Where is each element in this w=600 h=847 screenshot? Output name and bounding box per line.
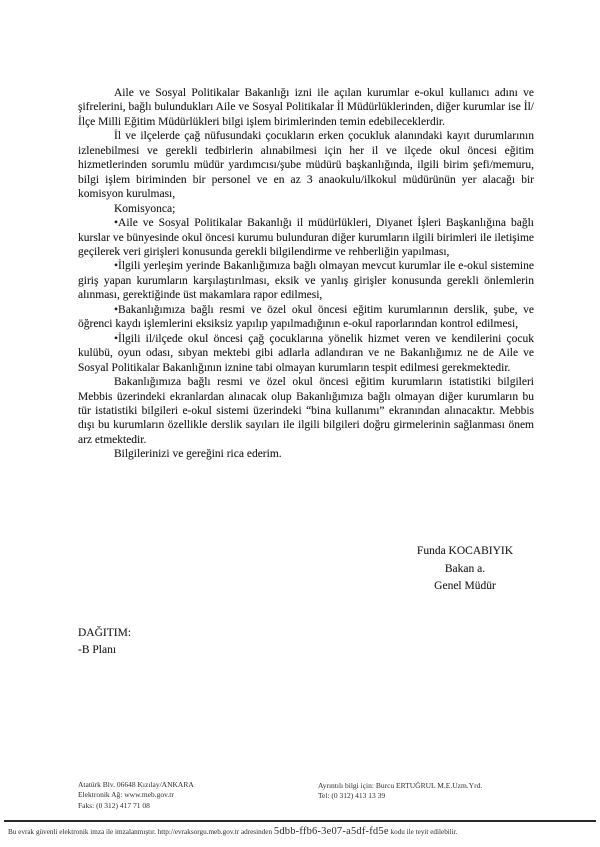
verification-suffix: kodu ile teyit edilebilir. (390, 828, 458, 836)
paragraph: •İlgili yerleşim yerinde Bakanlığımıza bağlı olmayan mevcut kurumlar ile e-okul sistemine giriş yapan kurumların karşılaştırılması, eksik ve yanlış girişler konusunda gerekli önlemlerin alınması, gerektiğinde üst makamlara rapor edilmesi, (78, 260, 534, 302)
paragraph: •İlgili il/ilçede okul öncesi çağ çocuklarına yönelik hizmet veren ve kendilerini çocuk kulübü, oyun odası, sıbyan mektebi gibi adlarla adlandıran ve ne Bakanlığımız ne de Aile ve Sosyal Politikalar Bakanlığının iznine tabi olmayan kurumların tespit edilmesi gerekmektedir. (78, 332, 534, 374)
verification-prefix: Bu evrak güvenli elektronik imza ile imzalanmıştır. http://evraksorgu.meb.gov.tr adresinden (8, 828, 273, 836)
distribution-label: DAĞITIM: (78, 627, 132, 639)
distribution-block (78, 625, 131, 659)
paragraph: İl ve ilçelerde çağ nüfusundaki çocukların erken çocukluk alanındaki kayıt durumlarının izlenebilmesi ve gerekli tedbirlerin alınabilmesi için her il ve ilçede okul öncesi eğitim hizmetlerinden sorumlu müdür yardımcısı/şube müdürü başkanlığında, ilgili birim şefi/memuru, bilgi işlem biriminden bir personel ve en az 3 anaokulu/ilkokul müdürünün yer alacağı bir komisyon kurulması, (78, 130, 534, 201)
distribution-item: -B Planı (78, 644, 117, 656)
signatory-title: Bakan a. (444, 562, 486, 575)
signature-block (365, 543, 565, 596)
footer-line: Atatürk Blv. 06648 Kızılay/ANKARA (78, 780, 194, 789)
verification-line (8, 826, 596, 837)
footer-contact-block (318, 781, 482, 802)
paragraph: Bilgilerinizi ve gereğini rica ederim. (114, 448, 282, 461)
verification-code: 5dbb-ffb6-3e07-a5df-fd5e (273, 826, 389, 837)
footer-line: Tel: (0 312) 413 13 39 (318, 791, 386, 801)
letter-body (78, 86, 534, 462)
paragraph: Aile ve Sosyal Politikalar Bakanlığı izni ile açılan kurumlar e-okul kullanıcı adını ve şifrelerini, bağlı bulundukları Aile ve Sosyal Politikalar İl Müdürlüklerinden, diğer kurumlar ise İl/İlçe Milli Eğitim Müdürlükleri bilgi işlem birimlerinden temin edebileceklerdir. (78, 87, 534, 128)
footer-line: Elektronik Ağ: www.meb.gov.tr (78, 790, 174, 800)
signatory-name: Funda KOCABIYIK (416, 545, 514, 557)
signatory-role: Genel Müdür (434, 580, 496, 592)
paragraph: •Aile ve Sosyal Politikalar Bakanlığı il müdürlükleri, Diyanet İşleri Başkanlığına bağlı kurslar ve bünyesinde okul öncesi kurumu bulunduran diğer kurumların ilgili birimleri ile iletişime geçilerek veri girişleri konusunda gerekli bilgilendirme ve rehberliğin yapılması, (78, 217, 534, 258)
footer-address-block (78, 780, 194, 811)
footer-divider (4, 820, 596, 822)
paragraph: Komisyonca; (114, 202, 176, 215)
paragraph: •Bakanlığımıza bağlı resmi ve özel okul öncesi eğitim kurumlarının derslik, şube, ve öğrenci kaydı işlemlerini eksiksiz yapılıp yapılmadığının e-okul raporlarından kontrol edilmesi, (78, 303, 534, 331)
footer-line: Faks: (0 312) 417 71 08 (78, 800, 150, 810)
footer-line: Ayrıntılı bilgi için: Burcu ERTUĞRUL M.E.Uzm.Yrd. (318, 781, 483, 790)
paragraph: Bakanlığımıza bağlı resmi ve özel okul öncesi eğitim kurumların istatistiki bilgileri Mebbis üzerindeki ekranlardan alınacak olup Bakanlığımıza bağlı olmayan diğer kurumların bu tür istatistiki bilgileri e-okul sistemi üzerindeki “bina kullanımı” ekranından alınacaktır. Mebbis dışı bu kurumların özellikle derslik sayıları ile ilgili bilgileri doğru girmelerinin sağlanması önem arz etmektedir. (78, 376, 534, 446)
